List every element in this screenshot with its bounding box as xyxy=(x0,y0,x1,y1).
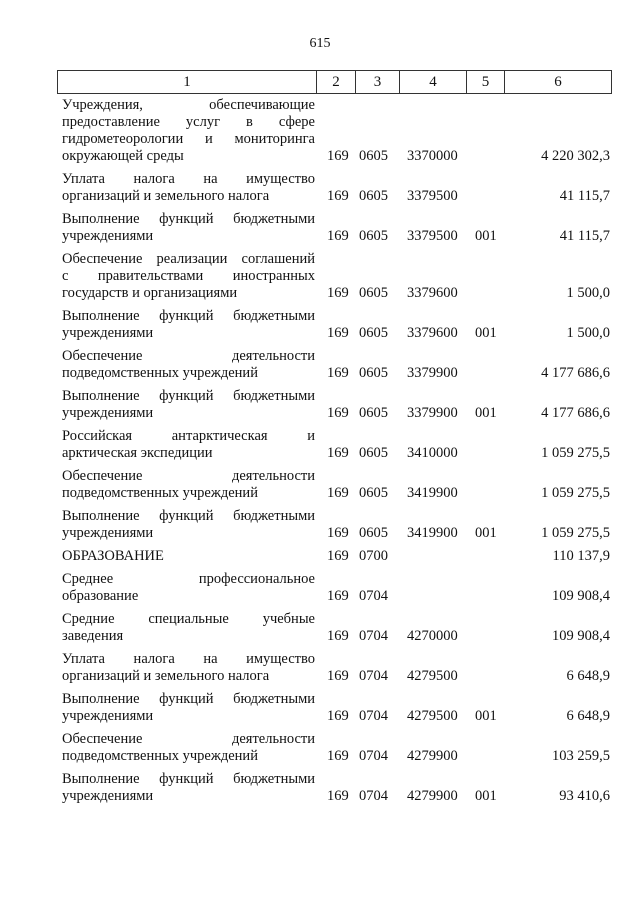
description-line: подведомственных учреждений xyxy=(62,365,258,381)
ministry-code: 169 xyxy=(327,788,349,804)
target-article-code: 3370000 xyxy=(407,148,458,164)
section-code: 0704 xyxy=(359,668,388,684)
table-row xyxy=(57,508,610,542)
section-code: 0704 xyxy=(359,628,388,644)
header-col-1: 1 xyxy=(58,71,317,94)
header-col-3: 3 xyxy=(356,71,400,94)
amount: 93 410,6 xyxy=(559,788,610,804)
row-description xyxy=(57,251,315,302)
amount: 1 059 275,5 xyxy=(541,445,610,461)
expense-type-code: 001 xyxy=(475,405,497,421)
table-row xyxy=(57,171,610,205)
row-description xyxy=(57,388,315,422)
ministry-code: 169 xyxy=(327,325,349,341)
table-row xyxy=(57,548,610,565)
row-description xyxy=(57,548,315,565)
description-line: Выполнение функций бюджетными xyxy=(62,308,315,324)
description-line: Выполнение функций бюджетными xyxy=(62,388,315,404)
expense-type-code: 001 xyxy=(475,325,497,341)
table-row xyxy=(57,691,610,725)
table-row xyxy=(57,428,610,462)
amount: 109 908,4 xyxy=(552,588,610,604)
section-code: 0605 xyxy=(359,285,388,301)
target-article-code: 3419900 xyxy=(407,525,458,541)
amount: 1 500,0 xyxy=(566,285,610,301)
row-description xyxy=(57,348,315,382)
section-code: 0605 xyxy=(359,228,388,244)
expense-type-code: 001 xyxy=(475,228,497,244)
table-row xyxy=(57,468,610,502)
table-body xyxy=(57,97,610,811)
target-article-code: 3379600 xyxy=(407,285,458,301)
amount: 1 059 275,5 xyxy=(541,525,610,541)
section-code: 0605 xyxy=(359,525,388,541)
description-line: Обеспечение реализации соглашений xyxy=(62,251,315,267)
description-line: гидрометеорологии и мониторинга xyxy=(62,131,315,147)
ministry-code: 169 xyxy=(327,405,349,421)
section-code: 0605 xyxy=(359,325,388,341)
description-line: Уплата налога на имущество xyxy=(62,651,315,667)
ministry-code: 169 xyxy=(327,588,349,604)
row-description xyxy=(57,691,315,725)
description-line: организаций и земельного налога xyxy=(62,188,270,204)
amount: 110 137,9 xyxy=(552,548,610,564)
amount: 1 500,0 xyxy=(566,325,610,341)
amount: 4 177 686,6 xyxy=(541,405,610,421)
section-code: 0605 xyxy=(359,485,388,501)
expense-type-code: 001 xyxy=(475,708,497,724)
target-article-code: 3379500 xyxy=(407,228,458,244)
description-line: Средние специальные учебные xyxy=(62,611,315,627)
target-article-code: 3379600 xyxy=(407,325,458,341)
description-line: организаций и земельного налога xyxy=(62,668,270,684)
description-line: Выполнение функций бюджетными xyxy=(62,508,315,524)
description-line: предоставление услуг в сфере xyxy=(62,114,315,130)
ministry-code: 169 xyxy=(327,148,349,164)
row-description xyxy=(57,571,315,605)
amount: 4 220 302,3 xyxy=(541,148,610,164)
target-article-code: 3419900 xyxy=(407,485,458,501)
description-line: подведомственных учреждений xyxy=(62,485,258,501)
target-article-code: 4270000 xyxy=(407,628,458,644)
description-line: учреждениями xyxy=(62,325,154,341)
description-line: Выполнение функций бюджетными xyxy=(62,211,315,227)
table-row xyxy=(57,571,610,605)
expense-type-code: 001 xyxy=(475,525,497,541)
table-row xyxy=(57,97,610,165)
description-line: Российская антарктическая и xyxy=(62,428,315,444)
target-article-code: 3379500 xyxy=(407,188,458,204)
description-line: арктическая экспедиции xyxy=(62,445,213,461)
table-row xyxy=(57,611,610,645)
amount: 103 259,5 xyxy=(552,748,610,764)
description-line: учреждениями xyxy=(62,788,154,804)
table-row xyxy=(57,388,610,422)
amount: 6 648,9 xyxy=(566,668,610,684)
row-description xyxy=(57,171,315,205)
target-article-code: 4279900 xyxy=(407,788,458,804)
description-line: Выполнение функций бюджетными xyxy=(62,771,315,787)
description-line: Обеспечение деятельности xyxy=(62,731,315,747)
amount: 1 059 275,5 xyxy=(541,485,610,501)
row-description xyxy=(57,211,315,245)
table-row xyxy=(57,348,610,382)
row-description xyxy=(57,468,315,502)
header-col-4: 4 xyxy=(400,71,467,94)
row-description xyxy=(57,428,315,462)
expense-type-code: 001 xyxy=(475,788,497,804)
description-line: учреждениями xyxy=(62,708,154,724)
page-number: 615 xyxy=(309,36,331,51)
description-line: учреждениями xyxy=(62,525,154,541)
section-code: 0704 xyxy=(359,708,388,724)
amount: 6 648,9 xyxy=(566,708,610,724)
description-line: Обеспечение деятельности xyxy=(62,468,315,484)
section-code: 0605 xyxy=(359,445,388,461)
target-article-code: 4279500 xyxy=(407,708,458,724)
table-row xyxy=(57,731,610,765)
ministry-code: 169 xyxy=(327,525,349,541)
description-line: подведомственных учреждений xyxy=(62,748,258,764)
header-col-6: 6 xyxy=(505,71,612,94)
amount: 4 177 686,6 xyxy=(541,365,610,381)
target-article-code: 4279500 xyxy=(407,668,458,684)
ministry-code: 169 xyxy=(327,485,349,501)
ministry-code: 169 xyxy=(327,628,349,644)
row-description xyxy=(57,771,315,805)
section-code: 0605 xyxy=(359,365,388,381)
section-code: 0704 xyxy=(359,788,388,804)
ministry-code: 169 xyxy=(327,748,349,764)
section-code: 0605 xyxy=(359,405,388,421)
table-row xyxy=(57,251,610,302)
description-line: Обеспечение деятельности xyxy=(62,348,315,364)
row-description xyxy=(57,308,315,342)
table-row xyxy=(57,211,610,245)
table-row xyxy=(57,771,610,805)
description-line: образование xyxy=(62,588,139,604)
description-line: Учреждения, обеспечивающие xyxy=(62,97,315,113)
description-line: окружающей среды xyxy=(62,148,184,164)
ministry-code: 169 xyxy=(327,445,349,461)
header-col-2: 2 xyxy=(317,71,356,94)
section-code: 0605 xyxy=(359,148,388,164)
row-description xyxy=(57,731,315,765)
description-line: заведения xyxy=(62,628,124,644)
amount: 41 115,7 xyxy=(559,228,610,244)
row-description xyxy=(57,97,315,165)
row-description xyxy=(57,651,315,685)
table-header xyxy=(57,70,612,94)
target-article-code: 4279900 xyxy=(407,748,458,764)
amount: 41 115,7 xyxy=(559,188,610,204)
table-row xyxy=(57,308,610,342)
ministry-code: 169 xyxy=(327,285,349,301)
description-line: с правительствами иностранных xyxy=(62,268,315,284)
target-article-code: 3379900 xyxy=(407,365,458,381)
target-article-code: 3379900 xyxy=(407,405,458,421)
ministry-code: 169 xyxy=(327,228,349,244)
row-description xyxy=(57,611,315,645)
row-description xyxy=(57,508,315,542)
ministry-code: 169 xyxy=(327,668,349,684)
section-code: 0605 xyxy=(359,188,388,204)
ministry-code: 169 xyxy=(327,708,349,724)
description-line: Среднее профессиональное xyxy=(62,571,315,587)
table-row xyxy=(57,651,610,685)
ministry-code: 169 xyxy=(327,188,349,204)
description-line: государств и организациями xyxy=(62,285,238,301)
description-line: ОБРАЗОВАНИЕ xyxy=(62,548,164,564)
target-article-code: 3410000 xyxy=(407,445,458,461)
ministry-code: 169 xyxy=(327,365,349,381)
description-line: учреждениями xyxy=(62,228,154,244)
section-code: 0704 xyxy=(359,588,388,604)
amount: 109 908,4 xyxy=(552,628,610,644)
section-code: 0704 xyxy=(359,748,388,764)
header-col-5: 5 xyxy=(467,71,505,94)
description-line: Выполнение функций бюджетными xyxy=(62,691,315,707)
ministry-code: 169 xyxy=(327,548,349,564)
section-code: 0700 xyxy=(359,548,388,564)
description-line: учреждениями xyxy=(62,405,154,421)
description-line: Уплата налога на имущество xyxy=(62,171,315,187)
